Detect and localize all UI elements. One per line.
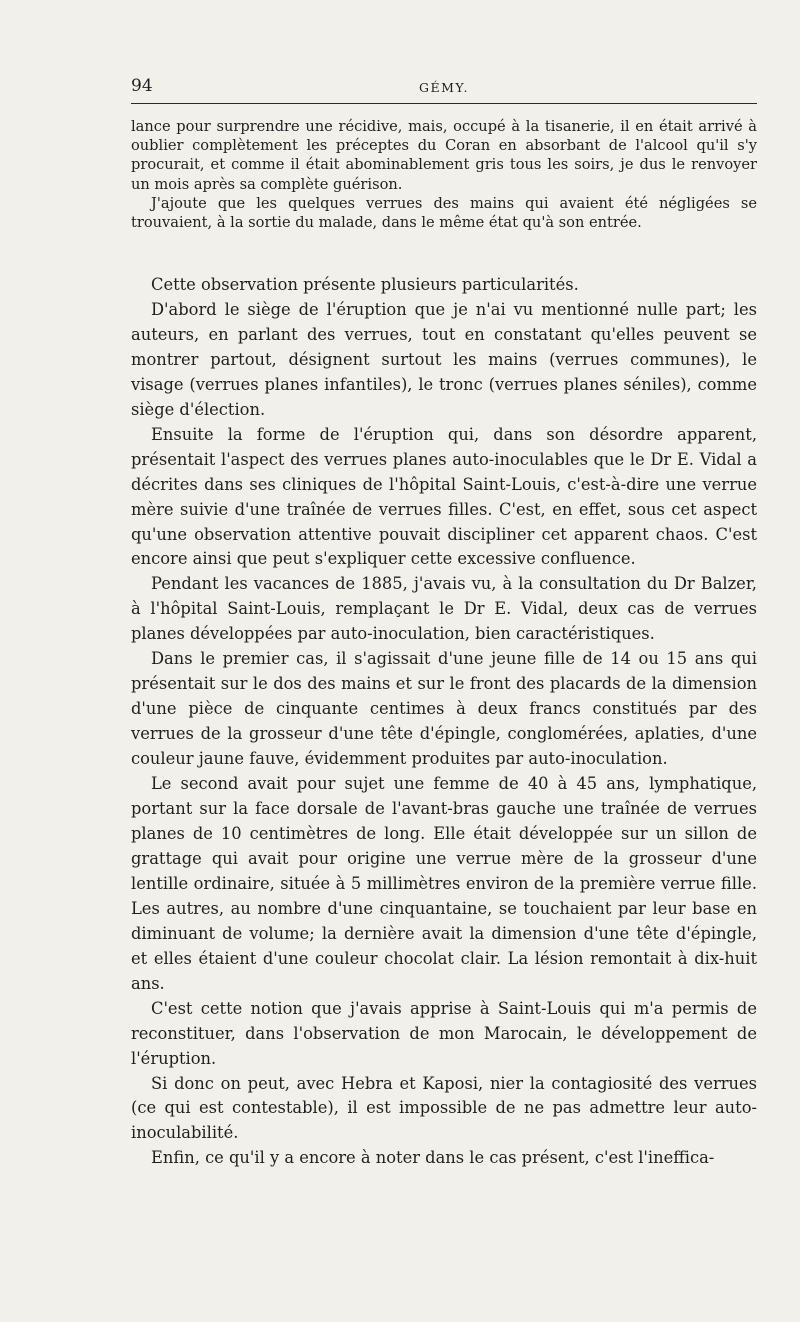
page-header	[131, 74, 757, 102]
paragraph: Le second avait pour sujet une femme de 40 à 45 ans, lymphatique, portant sur la face dorsale de l'avant-bras gauche une traînée de verrues planes de 10 centimètres de long. Elle était développée sur un sillon de grattage qui avait pour origine une verrue mère de la grosseur d'une lentille ordinaire, située à 5 millimètres environ de la première verrue fille. Les autres, au nombre d'une cinquantaine, se touchaient par leur base en diminuant de volume; la dernière avait la dimension d'une tête d'épingle, et elles étaient d'une couleur chocolat clair. La lésion remontait à dix-huit ans.	[131, 774, 757, 993]
small-print-block	[131, 117, 757, 232]
paragraph: C'est cette notion que j'avais apprise à Saint-Louis qui m'a permis de reconstituer, dans l'observation de mon Marocain, le développement de l'éruption.	[131, 998, 757, 1068]
paragraph: J'ajoute que les quelques verrues des mains qui avaient été négligées se trouvaient, à la sortie du malade, dans le même état qu'à son entrée.	[131, 194, 757, 232]
header-rule	[131, 103, 757, 104]
paragraph: Si donc on peut, avec Hebra et Kaposi, nier la contagiosité des verrues (ce qui est contestable), il est impossible de ne pas admettre leur auto-inoculabilité.	[131, 1073, 757, 1143]
running-head: GÉMY.	[418, 80, 470, 95]
paragraph: Pendant les vacances de 1885, j'avais vu, à la consultation du Dr Balzer, à l'hôpital Saint-Louis, remplaçant le Dr E. Vidal, deux cas de verrues planes développées par auto-inoculation, bien caractéristiques.	[131, 574, 757, 644]
page-number: 94	[131, 76, 153, 96]
paragraph: Ensuite la forme de l'éruption qui, dans son désordre apparent, présentait l'aspect des verrues planes auto-inoculables que le Dr E. Vidal a décrites dans ses cliniques de l'hôpital Saint-Louis, c'est-à-dire une verrue mère suivie d'une traînée de verrues filles. C'est, en effet, sous cet aspect qu'une observation attentive pouvait discipliner cet apparent chaos. C'est encore ainsi que peut s'expliquer cette excessive confluence.	[131, 424, 757, 569]
paragraph: lance pour surprendre une récidive, mais, occupé à la tisanerie, il en était arrivé à oublier complètement les préceptes du Coran en absorbant de l'alcool qu'il s'y procurait, et comme il était abominablement gris tous les soirs, je dus le renvoyer un mois après sa complète guérison.	[131, 118, 757, 193]
paragraph: Cette observation présente plusieurs particularités.	[151, 275, 579, 294]
paragraph: Dans le premier cas, il s'agissait d'une jeune fille de 14 ou 15 ans qui présentait sur le dos des mains et sur le front des placards de la dimension d'une pièce de cinquante centimes à deux francs constitués par des verrues de la grosseur d'une tête d'épingle, conglomérées, aplaties, d'une couleur jaune fauve, évidemment produites par auto-inoculation.	[131, 649, 757, 769]
paragraph: D'abord le siège de l'éruption que je n'ai vu mentionné nulle part; les auteurs, en parlant des verrues, tout en constatant qu'elles peuvent se montrer partout, désignent surtout les mains (verrues communes), le visage (verrues planes infantiles), le tronc (verrues planes séniles), comme siège d'élection.	[131, 299, 757, 419]
main-text-block	[131, 273, 757, 1171]
paragraph: Enfin, ce qu'il y a encore à noter dans le cas présent, c'est l'ineffica-	[151, 1148, 715, 1168]
